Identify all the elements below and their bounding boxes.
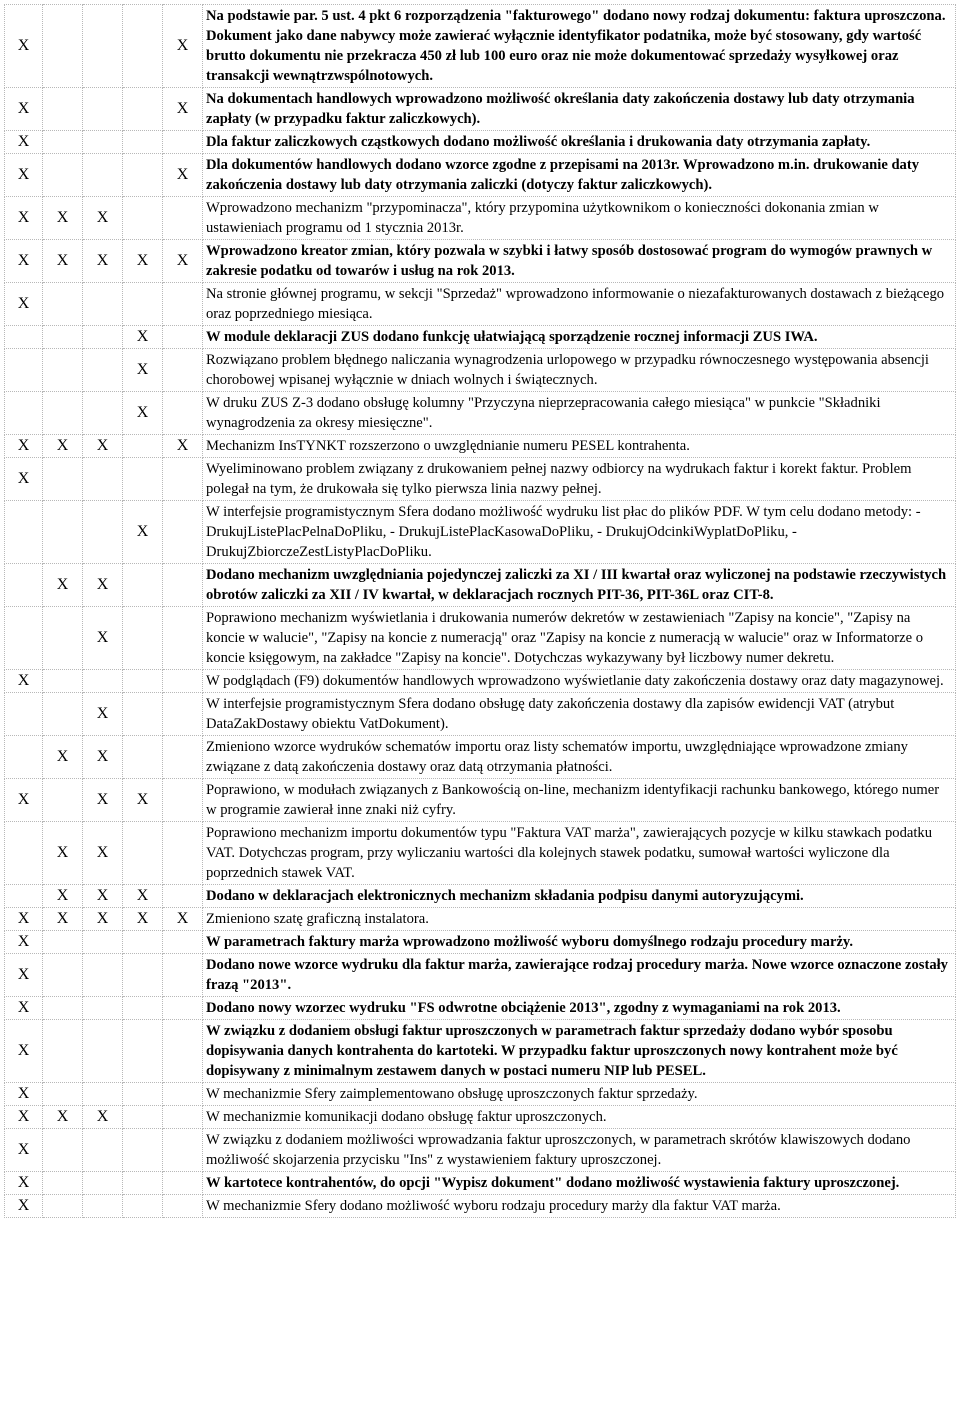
- module-mark-cell: X: [83, 607, 123, 670]
- module-mark-cell: X: [5, 997, 43, 1020]
- module-mark-cell: [83, 670, 123, 693]
- change-description: W parametrach faktury marża wprowadzono możliwość wyboru domyślnego rodzaju procedury marży.: [203, 931, 956, 954]
- module-mark-cell: X: [5, 1083, 43, 1106]
- change-description: W druku ZUS Z-3 dodano obsługę kolumny "Przyczyna nieprzepracowania całego miesiąca" w punkcie "Składniki wynagrodzenia za okresy miesięczne".: [203, 392, 956, 435]
- module-mark-cell: X: [43, 736, 83, 779]
- module-mark-cell: [163, 1172, 203, 1195]
- change-description: Wprowadzono mechanizm "przypominacza", który przypomina użytkownikom o konieczności dokonania zmian w ustawieniach programu od 1 stycznia 2013r.: [203, 197, 956, 240]
- module-mark-cell: [163, 885, 203, 908]
- module-mark-cell: [43, 283, 83, 326]
- module-mark-cell: X: [5, 1020, 43, 1083]
- table-row: [5, 1195, 956, 1218]
- module-mark-cell: [83, 1172, 123, 1195]
- module-mark-cell: X: [5, 240, 43, 283]
- module-mark-cell: [83, 1195, 123, 1218]
- table-row: [5, 1083, 956, 1106]
- change-description: W kartotece kontrahentów, do opcji "Wypisz dokument" dodano możliwość wystawienia faktury uproszczonej.: [203, 1172, 956, 1195]
- module-mark-cell: [5, 349, 43, 392]
- module-mark-cell: [43, 931, 83, 954]
- module-mark-cell: X: [5, 283, 43, 326]
- module-mark-cell: [83, 154, 123, 197]
- module-mark-cell: [163, 954, 203, 997]
- module-mark-cell: [43, 131, 83, 154]
- module-mark-cell: [163, 1083, 203, 1106]
- table-row: [5, 349, 956, 392]
- module-mark-cell: X: [163, 240, 203, 283]
- table-row: [5, 997, 956, 1020]
- module-mark-cell: X: [83, 736, 123, 779]
- module-mark-cell: X: [43, 822, 83, 885]
- module-mark-cell: X: [5, 1129, 43, 1172]
- table-row: [5, 1020, 956, 1083]
- module-mark-cell: [5, 885, 43, 908]
- module-mark-cell: [83, 1083, 123, 1106]
- table-row: [5, 607, 956, 670]
- module-mark-cell: [83, 392, 123, 435]
- module-mark-cell: [43, 349, 83, 392]
- module-mark-cell: X: [5, 435, 43, 458]
- module-mark-cell: X: [83, 779, 123, 822]
- module-mark-cell: [163, 349, 203, 392]
- module-mark-cell: [43, 607, 83, 670]
- change-description: Zmieniono szatę graficzną instalatora.: [203, 908, 956, 931]
- change-description: W interfejsie programistycznym Sfera dodano możliwość wydruku list płac do plików PDF. W tym celu dodano metody: - DrukujListePlacPelnaDoPliku, - DrukujListePlacKasowaDoPliku, - DrukujOdcinkiWyplatDoPliku, - DrukujZbiorczeZestListyPlacDoPliku.: [203, 501, 956, 564]
- module-mark-cell: [123, 822, 163, 885]
- module-mark-cell: [163, 392, 203, 435]
- module-mark-cell: [163, 1106, 203, 1129]
- change-description: Dodano w deklaracjach elektronicznych mechanizm składania podpisu danymi autoryzującymi.: [203, 885, 956, 908]
- change-description: Dodano nowy wzorzec wydruku "FS odwrotne obciążenie 2013", zgodny z wymaganiami na rok 2013.: [203, 997, 956, 1020]
- module-mark-cell: [43, 670, 83, 693]
- change-description: Zmieniono wzorce wydruków schematów importu oraz listy schematów importu, uwzględniające wprowadzone zmiany związane z datą zakończenia dostawy oraz datą otrzymania płatności.: [203, 736, 956, 779]
- module-mark-cell: X: [83, 564, 123, 607]
- module-mark-cell: [43, 1083, 83, 1106]
- module-mark-cell: X: [43, 885, 83, 908]
- change-description: Poprawiono, w modułach związanych z Bankowością on-line, mechanizm identyfikacji rachunku bankowego, którego numer w programie zawierał inne znaki niż cyfry.: [203, 779, 956, 822]
- module-mark-cell: X: [123, 885, 163, 908]
- module-mark-cell: X: [123, 779, 163, 822]
- module-mark-cell: [83, 501, 123, 564]
- module-mark-cell: [43, 154, 83, 197]
- module-mark-cell: [43, 5, 83, 88]
- module-mark-cell: [163, 779, 203, 822]
- module-mark-cell: [43, 392, 83, 435]
- module-mark-cell: X: [5, 779, 43, 822]
- module-mark-cell: [5, 607, 43, 670]
- table-row: [5, 1106, 956, 1129]
- module-mark-cell: X: [83, 885, 123, 908]
- module-mark-cell: X: [5, 5, 43, 88]
- change-description: Na dokumentach handlowych wprowadzono możliwość określania daty zakończenia dostawy lub daty otrzymania zapłaty (w przypadku faktur zaliczkowych).: [203, 88, 956, 131]
- change-description: Poprawiono mechanizm importu dokumentów typu "Faktura VAT marża", zawierających pozycje w kilku stawkach podatku VAT. Dotychczas program, przy wyliczaniu wartości dla kolejnych stawek podatku, sumował wartości wyliczone dla poprzednich stawek VAT.: [203, 822, 956, 885]
- module-mark-cell: [123, 997, 163, 1020]
- table-row: [5, 283, 956, 326]
- module-mark-cell: [163, 670, 203, 693]
- module-mark-cell: X: [163, 908, 203, 931]
- module-mark-cell: [83, 283, 123, 326]
- module-mark-cell: X: [83, 1106, 123, 1129]
- table-row: [5, 1129, 956, 1172]
- module-mark-cell: [123, 131, 163, 154]
- table-row: [5, 931, 956, 954]
- module-mark-cell: [83, 88, 123, 131]
- module-mark-cell: [83, 1020, 123, 1083]
- module-mark-cell: X: [123, 326, 163, 349]
- module-mark-cell: X: [83, 908, 123, 931]
- table-row: [5, 1172, 956, 1195]
- module-mark-cell: X: [5, 458, 43, 501]
- table-row: [5, 908, 956, 931]
- module-mark-cell: [123, 564, 163, 607]
- module-mark-cell: [83, 349, 123, 392]
- module-mark-cell: [123, 607, 163, 670]
- table-row: [5, 435, 956, 458]
- module-mark-cell: [163, 607, 203, 670]
- module-mark-cell: [43, 458, 83, 501]
- change-description: Wyeliminowano problem związany z drukowaniem pełnej nazwy odbiorcy na wydrukach faktur i korekt faktur. Problem polegał na tym, że drukowała się tylko pierwsza linia nazwy pełnej.: [203, 458, 956, 501]
- module-mark-cell: [163, 1195, 203, 1218]
- change-description: W związku z dodaniem możliwości wprowadzania faktur uproszczonych, w parametrach skrótów klawiszowych dodano możliwość skojarzenia przycisku "Ins" z wystawieniem faktury uproszczonej.: [203, 1129, 956, 1172]
- module-mark-cell: X: [83, 822, 123, 885]
- module-mark-cell: [163, 1020, 203, 1083]
- change-description: Mechanizm InsTYNKT rozszerzono o uwzględnianie numeru PESEL kontrahenta.: [203, 435, 956, 458]
- module-mark-cell: X: [5, 88, 43, 131]
- module-mark-cell: [43, 1172, 83, 1195]
- module-mark-cell: [123, 1172, 163, 1195]
- module-mark-cell: [43, 501, 83, 564]
- module-mark-cell: [43, 779, 83, 822]
- module-mark-cell: [43, 997, 83, 1020]
- change-description: Poprawiono mechanizm wyświetlania i drukowania numerów dekretów w zestawieniach "Zapisy na koncie", "Zapisy na koncie w walucie", "Zapisy na koncie z numeracją" oraz "Zapisy na koncie z numeracją w walucie" oraz w Informatorze o koncie księgowym, na zakładce "Zapisy na koncie". Dotychczas wykazywany był liczbowy numer dekretu.: [203, 607, 956, 670]
- module-mark-cell: [43, 326, 83, 349]
- module-mark-cell: X: [43, 197, 83, 240]
- module-mark-cell: X: [43, 240, 83, 283]
- module-mark-cell: [163, 131, 203, 154]
- module-mark-cell: X: [123, 349, 163, 392]
- table-row: [5, 564, 956, 607]
- module-mark-cell: [83, 458, 123, 501]
- module-mark-cell: [5, 392, 43, 435]
- module-mark-cell: X: [5, 1172, 43, 1195]
- module-mark-cell: [123, 88, 163, 131]
- module-mark-cell: [123, 1195, 163, 1218]
- module-mark-cell: X: [5, 1195, 43, 1218]
- module-mark-cell: X: [5, 670, 43, 693]
- table-row: [5, 197, 956, 240]
- module-mark-cell: [5, 693, 43, 736]
- module-mark-cell: X: [43, 908, 83, 931]
- module-mark-cell: [123, 1020, 163, 1083]
- table-row: [5, 501, 956, 564]
- module-mark-cell: [123, 1129, 163, 1172]
- module-mark-cell: [163, 501, 203, 564]
- table-row: [5, 954, 956, 997]
- module-mark-cell: [83, 1129, 123, 1172]
- change-description: W mechanizmie komunikacji dodano obsługę faktur uproszczonych.: [203, 1106, 956, 1129]
- table-row: [5, 779, 956, 822]
- module-mark-cell: X: [123, 392, 163, 435]
- module-mark-cell: [83, 997, 123, 1020]
- module-mark-cell: [163, 326, 203, 349]
- module-mark-cell: X: [163, 154, 203, 197]
- table-row: [5, 154, 956, 197]
- module-mark-cell: [43, 1020, 83, 1083]
- module-mark-cell: [123, 435, 163, 458]
- module-mark-cell: X: [163, 88, 203, 131]
- changelog-rows: [5, 5, 956, 1218]
- module-mark-cell: [5, 736, 43, 779]
- module-mark-cell: X: [5, 131, 43, 154]
- module-mark-cell: X: [123, 240, 163, 283]
- module-mark-cell: [163, 1129, 203, 1172]
- module-mark-cell: X: [43, 564, 83, 607]
- change-description: Na stronie głównej programu, w sekcji "Sprzedaż" wprowadzono informowanie o niezafakturowanych dostawach z bieżącego oraz poprzedniego miesiąca.: [203, 283, 956, 326]
- module-mark-cell: [163, 822, 203, 885]
- module-mark-cell: [123, 283, 163, 326]
- changelog-page: [4, 4, 956, 1218]
- module-mark-cell: [163, 931, 203, 954]
- module-mark-cell: [163, 693, 203, 736]
- change-description: Dodano mechanizm uwzględniania pojedynczej zaliczki za XI / III kwartał oraz wyliczonej na podstawie rzeczywistych obrotów zaliczki za XII / IV kwartał, w deklaracjach rocznych PIT-36, PIT-36L oraz CIT-8.: [203, 564, 956, 607]
- change-description: Dla faktur zaliczkowych cząstkowych dodano możliwość określania i drukowania daty otrzymania zapłaty.: [203, 131, 956, 154]
- module-mark-cell: X: [83, 435, 123, 458]
- module-mark-cell: [43, 1129, 83, 1172]
- module-mark-cell: X: [123, 908, 163, 931]
- table-row: [5, 736, 956, 779]
- module-mark-cell: [83, 326, 123, 349]
- module-mark-cell: [123, 197, 163, 240]
- module-mark-cell: [5, 501, 43, 564]
- module-mark-cell: X: [83, 240, 123, 283]
- table-row: [5, 458, 956, 501]
- change-description: W module deklaracji ZUS dodano funkcję ułatwiającą sporządzenie rocznej informacji ZUS IWA.: [203, 326, 956, 349]
- module-mark-cell: [83, 954, 123, 997]
- module-mark-cell: X: [163, 435, 203, 458]
- module-mark-cell: [123, 1083, 163, 1106]
- changelog-table: [4, 4, 956, 1218]
- table-row: [5, 240, 956, 283]
- module-mark-cell: [83, 5, 123, 88]
- table-row: [5, 392, 956, 435]
- change-description: W związku z dodaniem obsługi faktur uproszczonych w parametrach faktur sprzedaży dodano wybór sposobu dopisywania danych kontrahenta do kartoteki. W przypadku faktur uproszczonych nowy kontrahent może być dopisywany z minimalnym zestawem danych w postaci numeru NIP lub PESEL.: [203, 1020, 956, 1083]
- table-row: [5, 131, 956, 154]
- change-description: Wprowadzono kreator zmian, który pozwala w szybki i łatwy sposób dostosować program do wymogów prawnych w zakresie podatku od towarów i usług na rok 2013.: [203, 240, 956, 283]
- module-mark-cell: X: [83, 693, 123, 736]
- module-mark-cell: [163, 197, 203, 240]
- module-mark-cell: [5, 326, 43, 349]
- module-mark-cell: [43, 954, 83, 997]
- table-row: [5, 88, 956, 131]
- module-mark-cell: [43, 88, 83, 131]
- table-row: [5, 326, 956, 349]
- table-row: [5, 822, 956, 885]
- module-mark-cell: X: [83, 197, 123, 240]
- module-mark-cell: [123, 458, 163, 501]
- module-mark-cell: X: [5, 1106, 43, 1129]
- table-row: [5, 693, 956, 736]
- module-mark-cell: X: [5, 908, 43, 931]
- module-mark-cell: X: [123, 501, 163, 564]
- module-mark-cell: X: [5, 954, 43, 997]
- module-mark-cell: [123, 693, 163, 736]
- module-mark-cell: X: [43, 1106, 83, 1129]
- change-description: Dodano nowe wzorce wydruku dla faktur marża, zawierające rodzaj procedury marża. Nowe wzorce oznaczone zostały frazą "2013".: [203, 954, 956, 997]
- module-mark-cell: [123, 154, 163, 197]
- change-description: W mechanizmie Sfery dodano możliwość wyboru rodzaju procedury marży dla faktur VAT marża.: [203, 1195, 956, 1218]
- module-mark-cell: [123, 954, 163, 997]
- change-description: Na podstawie par. 5 ust. 4 pkt 6 rozporządzenia "fakturowego" dodano nowy rodzaj dokumentu: faktura uproszczona. Dokument jako dane nabywcy może zawierać wyłącznie identyfikator podatnika, może być stosowany, gdy wartość brutto dokumentu nie przekracza 450 zł lub 100 euro oraz nie może dokumentować sprzedaży wysyłkowej oraz transakcji wewnątrzwspólnotowych.: [203, 5, 956, 88]
- table-row: [5, 885, 956, 908]
- table-row: [5, 5, 956, 88]
- module-mark-cell: [83, 131, 123, 154]
- module-mark-cell: [163, 283, 203, 326]
- module-mark-cell: X: [43, 435, 83, 458]
- module-mark-cell: [5, 564, 43, 607]
- module-mark-cell: [43, 1195, 83, 1218]
- module-mark-cell: [123, 736, 163, 779]
- module-mark-cell: [83, 931, 123, 954]
- module-mark-cell: X: [5, 197, 43, 240]
- change-description: Dla dokumentów handlowych dodano wzorce zgodne z przepisami na 2013r. Wprowadzono m.in. drukowanie daty zakończenia dostawy lub daty otrzymania zaliczki (dotyczy faktur zaliczkowych).: [203, 154, 956, 197]
- module-mark-cell: X: [163, 5, 203, 88]
- module-mark-cell: [5, 822, 43, 885]
- change-description: W podglądach (F9) dokumentów handlowych wprowadzono wyświetlanie daty zakończenia dostawy oraz daty magazynowej.: [203, 670, 956, 693]
- module-mark-cell: [123, 670, 163, 693]
- module-mark-cell: [163, 997, 203, 1020]
- table-row: [5, 670, 956, 693]
- module-mark-cell: [123, 931, 163, 954]
- module-mark-cell: [123, 1106, 163, 1129]
- change-description: Rozwiązano problem błędnego naliczania wynagrodzenia urlopowego w przypadku równoczesnego występowania absencji chorobowej wpisanej wyłącznie w dniach wolnych i świątecznych.: [203, 349, 956, 392]
- module-mark-cell: [43, 693, 83, 736]
- module-mark-cell: [163, 564, 203, 607]
- module-mark-cell: [123, 5, 163, 88]
- change-description: W interfejsie programistycznym Sfera dodano obsługę daty zakończenia dostawy dla zapisów ewidencji VAT (atrybut DataZakDostawy obiektu VatDokument).: [203, 693, 956, 736]
- module-mark-cell: X: [5, 154, 43, 197]
- module-mark-cell: [163, 736, 203, 779]
- module-mark-cell: X: [5, 931, 43, 954]
- change-description: W mechanizmie Sfery zaimplementowano obsługę uproszczonych faktur sprzedaży.: [203, 1083, 956, 1106]
- module-mark-cell: [163, 458, 203, 501]
